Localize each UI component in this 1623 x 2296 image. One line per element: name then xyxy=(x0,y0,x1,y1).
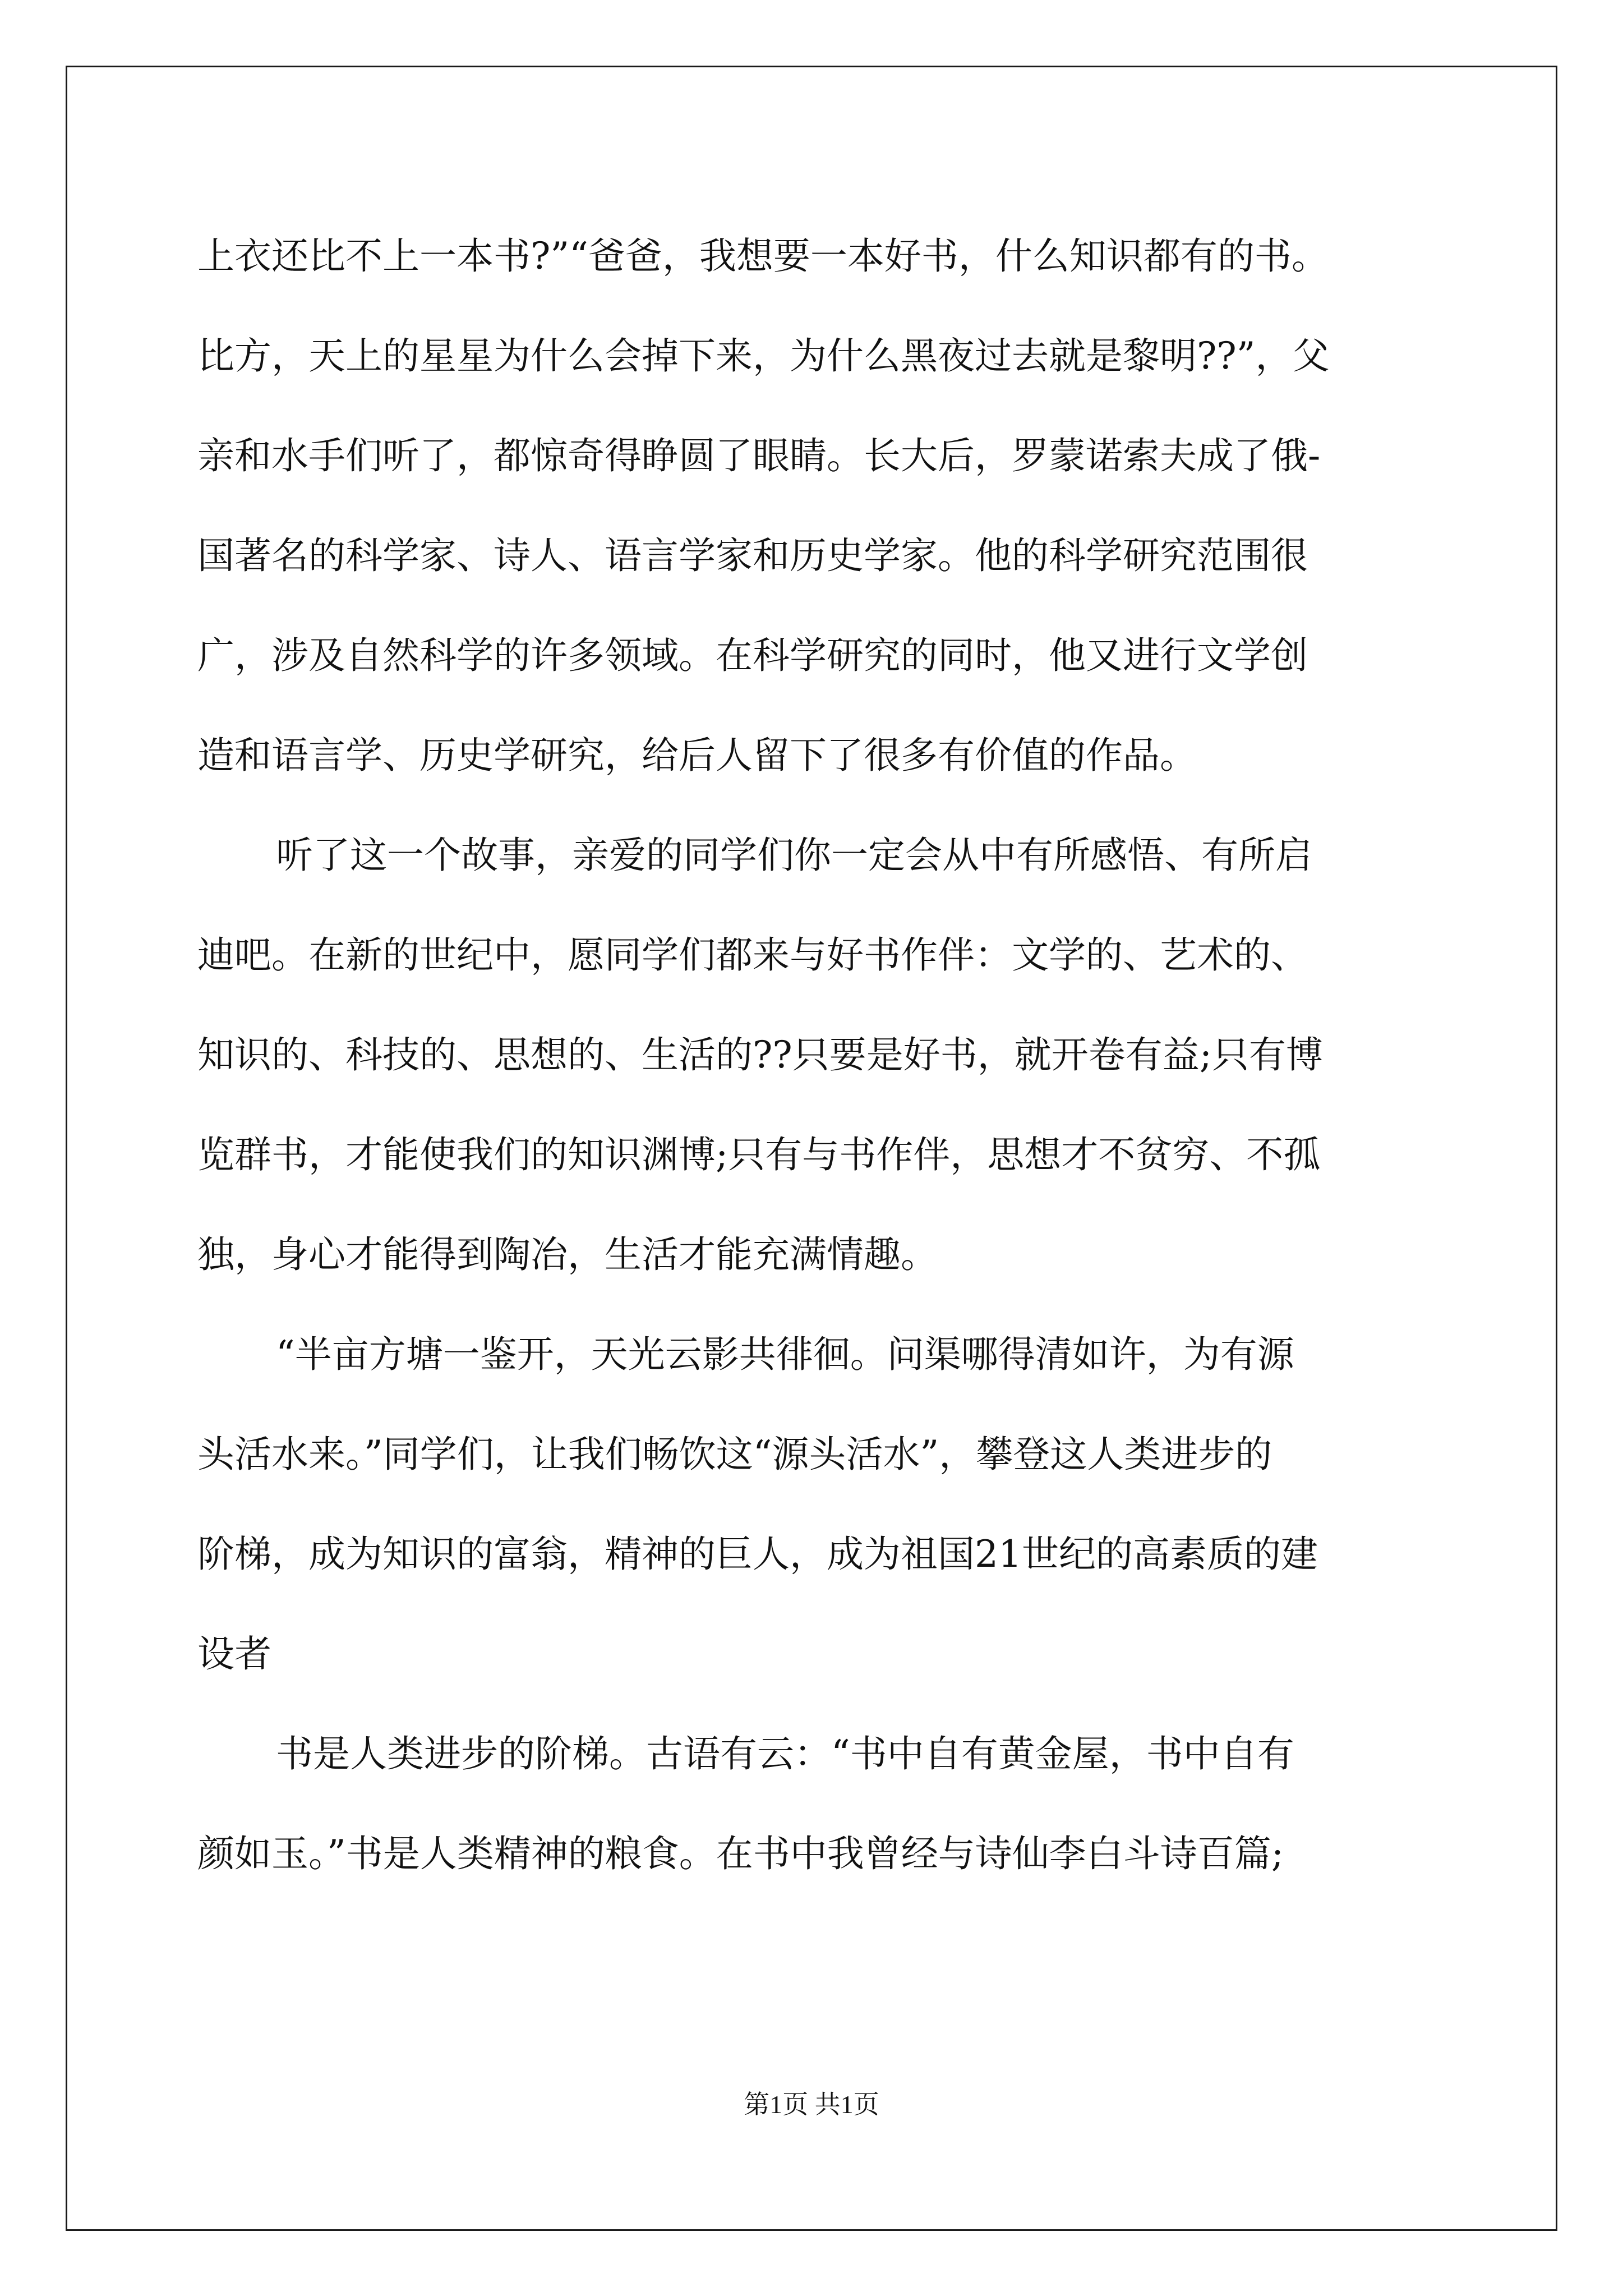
text-line: 听了这一个故事，亲爱的同学们你一定会从中有所感悟、有所启 xyxy=(276,834,1312,877)
paragraph-2 xyxy=(197,806,1482,1305)
page-number-footer: 第1页 共1页 xyxy=(744,2090,879,2119)
text-line: 亲和水手们听了，都惊奇得睁圆了眼睛。长大后，罗蒙诺索夫成了俄- xyxy=(197,434,1321,477)
text-line: 览群书，才能使我们的知识渊博;只有与书作伴，思想才不贫穷、不孤 xyxy=(197,1133,1321,1176)
paragraph-1 xyxy=(197,206,1482,806)
text-line: 造和语言学、历史学研究，给后人留下了很多有价值的作品。 xyxy=(197,734,1197,777)
text-line: 广，涉及自然科学的许多领域。在科学研究的同时，他又进行文学创 xyxy=(197,634,1308,677)
text-line: 颜如玉。”书是人类精神的粮食。在书中我曾经与诗仙李白斗诗百篇; xyxy=(197,1832,1284,1875)
text-line: 阶梯，成为知识的富翁，精神的巨人，成为祖国21世纪的高素质的建 xyxy=(197,1533,1318,1576)
text-line: 设者 xyxy=(197,1632,271,1676)
paragraph-4 xyxy=(197,1704,1482,1904)
document-body xyxy=(197,206,1482,1904)
text-line: 比方，天上的星星为什么会掉下来，为什么黑夜过去就是黎明??”，父 xyxy=(197,334,1330,378)
text-line: “半亩方塘一鉴开，天光云影共徘徊。问渠哪得清如许，为有源 xyxy=(276,1333,1294,1376)
text-line: 上衣还比不上一本书?”“爸爸，我想要一本好书，什么知识都有的书。 xyxy=(197,234,1329,278)
text-line: 迪吧。在新的世纪中，愿同学们都来与好书作伴：文学的、艺术的、 xyxy=(197,933,1308,977)
text-line: 独，身心才能得到陶冶，生活才能充满情趣。 xyxy=(197,1233,938,1276)
text-line: 国著名的科学家、诗人、语言学家和历史学家。他的科学研究范围很 xyxy=(197,534,1308,577)
paragraph-3 xyxy=(197,1305,1482,1704)
text-line: 头活水来。”同学们，让我们畅饮这“源头活水”，攀登这人类进步的 xyxy=(197,1433,1272,1476)
text-line: 书是人类进步的阶梯。古语有云：“书中自有黄金屋，书中自有 xyxy=(276,1732,1294,1775)
text-line: 知识的、科技的、思想的、生活的??只要是好书，就开卷有益;只有博 xyxy=(197,1033,1324,1076)
